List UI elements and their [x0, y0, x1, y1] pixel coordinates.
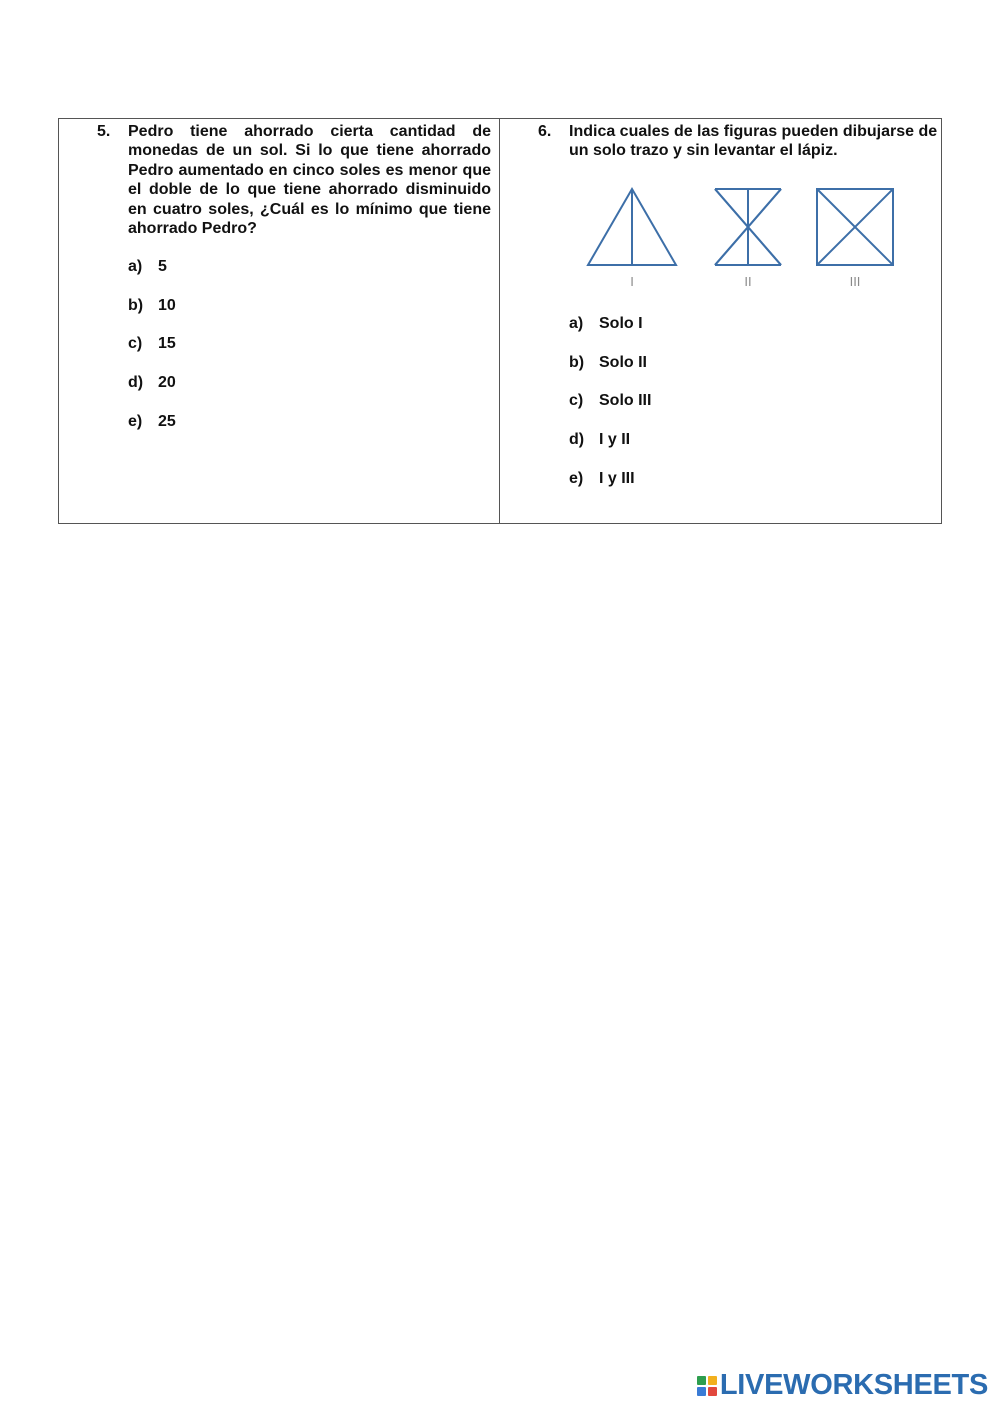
option-value: 10: [158, 296, 176, 314]
question-6-option-c[interactable]: [569, 391, 651, 430]
logo-square-3: [697, 1387, 706, 1396]
option-letter: d): [569, 431, 585, 449]
questions-table: [58, 118, 942, 524]
option-value: Solo II: [599, 353, 647, 371]
option-value: Solo III: [599, 392, 652, 410]
question-5-text: Pedro tiene ahorrado cierta cantidad de monedas de un sol. Si lo que tiene ahorrado Pedro aumentado en cinco soles es menor que el doble de lo que tiene ahorrado disminuido en cuatro soles, ¿Cuál es lo mínimo que tiene ahorrado Pedro?: [128, 123, 491, 238]
option-letter: e): [128, 412, 143, 430]
option-value: 20: [158, 374, 176, 392]
figures-illustration: [580, 181, 920, 296]
question-5-cell: [59, 119, 500, 523]
option-letter: b): [128, 296, 144, 314]
figure-3-label: III: [849, 274, 861, 289]
question-5-option-d[interactable]: [128, 373, 176, 412]
logo-square-1: [697, 1376, 706, 1385]
question-6-option-d[interactable]: [569, 430, 651, 469]
option-value: 25: [158, 412, 176, 430]
figure-3-square-icon: [817, 189, 893, 265]
liveworksheets-watermark: [697, 1369, 988, 1402]
option-letter: c): [569, 392, 584, 410]
question-5-option-a[interactable]: [128, 257, 176, 296]
figures-svg: [580, 181, 920, 296]
option-value: I y II: [599, 431, 631, 449]
liveworksheets-logo-icon: [697, 1376, 717, 1396]
logo-square-2: [708, 1376, 717, 1385]
figure-2-label: II: [744, 274, 752, 289]
question-5-option-e[interactable]: [128, 412, 176, 451]
question-6-option-b[interactable]: [569, 353, 651, 392]
question-5-number: 5.: [97, 123, 111, 140]
figure-2-hourglass-icon: [715, 189, 781, 265]
logo-square-4: [708, 1387, 717, 1396]
option-value: 15: [158, 335, 176, 353]
option-value: 5: [158, 258, 167, 275]
question-6-options: [569, 314, 651, 507]
option-letter: a): [128, 258, 143, 275]
watermark-text: LIVEWORKSHEETS: [719, 1369, 988, 1401]
option-value: I y III: [599, 469, 635, 487]
question-5-option-b[interactable]: [128, 296, 176, 335]
question-6-text: Indica cuales de las figuras pueden dibujarse de un solo trazo y sin levantar el lápiz.: [569, 123, 938, 160]
figure-1-label: I: [630, 274, 634, 289]
option-letter: b): [569, 353, 585, 371]
option-letter: a): [569, 315, 584, 332]
option-value: Solo I: [599, 315, 643, 332]
option-letter: e): [569, 469, 584, 487]
figure-1-triangle-icon: [588, 189, 676, 265]
question-6-number: 6.: [538, 123, 552, 140]
question-6-option-e[interactable]: [569, 469, 651, 508]
option-letter: c): [128, 335, 143, 353]
question-6-option-a[interactable]: [569, 314, 651, 353]
question-6-cell: [500, 119, 941, 523]
question-5-option-c[interactable]: [128, 334, 176, 373]
option-letter: d): [128, 374, 144, 392]
question-5-options: [128, 257, 176, 450]
